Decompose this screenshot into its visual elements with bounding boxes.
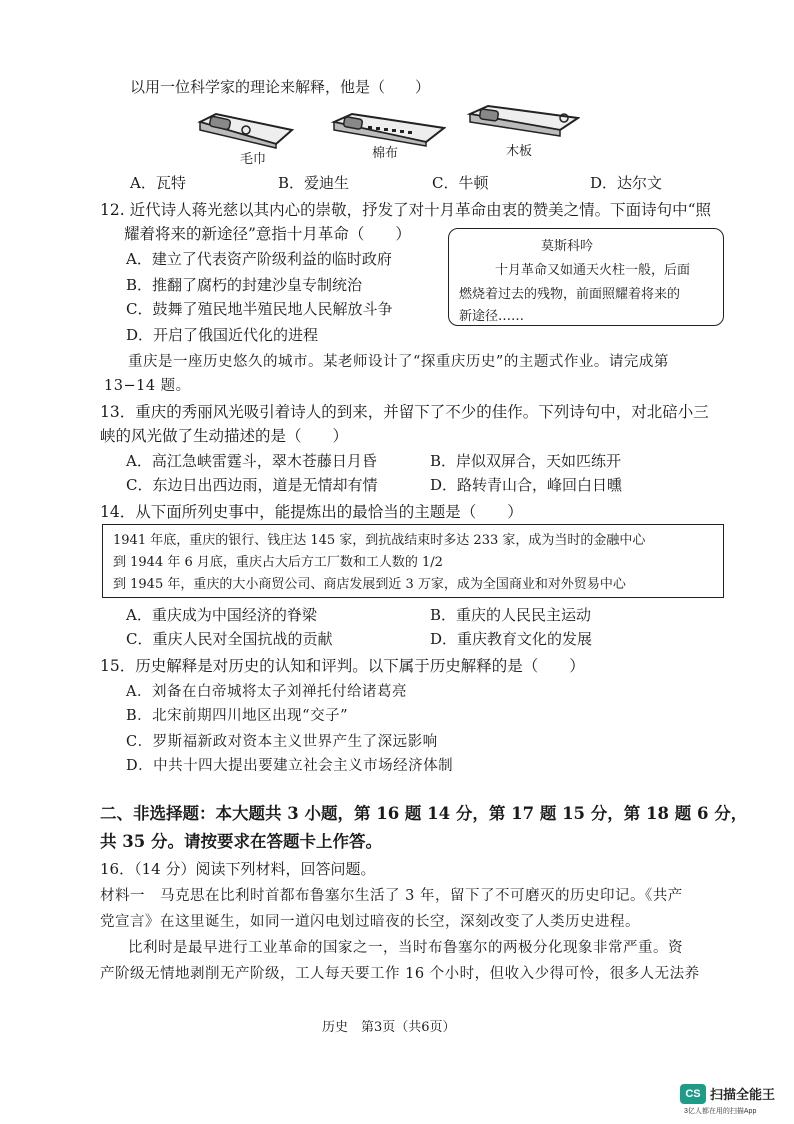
poem-line: 十月革命又如通天火柱一般，后面 bbox=[495, 263, 691, 278]
poem-box bbox=[448, 228, 724, 326]
q14-option-a: A．重庆成为中国经济的脊梁 bbox=[126, 606, 317, 624]
q14-option-b: B．重庆的人民民主运动 bbox=[430, 606, 592, 624]
scanner-logo-icon: CS bbox=[680, 1084, 706, 1104]
q14-material-box bbox=[102, 524, 724, 598]
q14-option-c: C．重庆人民对全国抗战的贡献 bbox=[126, 630, 333, 648]
q13-option-c: C．东边日出西边雨，道是无情却有情 bbox=[126, 476, 378, 494]
q14-material-line: 1941 年底，重庆的银行、钱庄达 145 家，到抗战结束时多达 233 家，成为当时的金融中心 bbox=[113, 533, 646, 548]
poem-title: 莫斯科吟 bbox=[541, 239, 594, 254]
section2-heading-line2: 共 35 分。请按要求在答题卡上作答。 bbox=[100, 832, 382, 851]
q14-stem: 14．从下面所列史事中，能提炼出的最恰当的主题是（ ） bbox=[100, 503, 523, 521]
q12-stem-line2: 耀着将来的新途径”意指十月革命（ ） bbox=[124, 225, 411, 243]
cotton-label: 棉布 bbox=[372, 146, 399, 161]
q11-option-c: C．牛顿 bbox=[432, 174, 489, 192]
q11-option-b: B．爱迪生 bbox=[278, 174, 350, 192]
q13-option-d: D．路转青山合，峰回白日曛 bbox=[430, 476, 623, 494]
towel-slope-image bbox=[196, 108, 296, 150]
poem-line: 新途径…… bbox=[459, 309, 525, 324]
q15-option-b: B．北宋前期四川地区出现“交子” bbox=[126, 708, 348, 724]
scanner-app-name: 扫描全能王 bbox=[710, 1087, 776, 1102]
intro-line1: 重庆是一座历史悠久的城市。某老师设计了“探重庆历史”的主题式作业。请完成第 bbox=[128, 354, 669, 370]
q14-option-d: D．重庆教育文化的发展 bbox=[430, 630, 593, 648]
q14-material-line: 到 1945 年，重庆的大小商贸公司、商店发展到近 3 万家，成为全国商业和对外贸易中心 bbox=[113, 577, 626, 592]
q16-material1-line4: 产阶级无情地剥削无产阶级，工人每天要工作 16 个小时，但收入少得可怜，很多人无法养 bbox=[100, 966, 700, 982]
q15-option-d: D．中共十四大提出要建立社会主义市场经济体制 bbox=[126, 758, 454, 774]
q16-material1-line2: 党宣言》在这里诞生，如同一道闪电划过暗夜的长空，深刻改变了人类历史进程。 bbox=[100, 914, 640, 930]
q12-option-b: B．推翻了腐朽的封建沙皇专制统治 bbox=[126, 276, 363, 294]
page-footer: 历史 第3页（共6页） bbox=[322, 1020, 456, 1035]
poem-line: 燃烧着过去的残物，前面照耀着将来的 bbox=[459, 287, 681, 302]
q12-option-d: D．开启了俄国近代化的进程 bbox=[126, 326, 319, 344]
q14-material-line: 到 1944 年 6 月底，重庆占大后方工厂数和工人数的 1/2 bbox=[113, 555, 443, 570]
q11-option-a: A．瓦特 bbox=[130, 174, 186, 192]
q12-stem-line1: 12. 近代诗人蒋光慈以其内心的崇敬，抒发了对十月革命由衷的赞美之情。下面诗句中“照 bbox=[100, 201, 712, 219]
wood-label: 木板 bbox=[506, 144, 533, 159]
q13-option-a: A．高江急峡雷霆斗，翠木苍藤日月昏 bbox=[126, 452, 377, 470]
q11-option-d: D．达尔文 bbox=[590, 174, 663, 192]
q13-stem-line2: 峡的风光做了生动描述的是（ ） bbox=[100, 427, 349, 445]
q12-option-c: C．鼓舞了殖民地半殖民地人民解放斗争 bbox=[126, 300, 393, 318]
wood-slope-image bbox=[466, 104, 580, 138]
section2-heading-line1: 二、非选择题：本大题共 3 小题，第 16 题 14 分，第 17 题 15 分，第 18 题 6 分， bbox=[100, 804, 748, 823]
scanner-tagline: 3亿人都在用的扫描App bbox=[684, 1108, 757, 1115]
towel-label: 毛巾 bbox=[240, 152, 267, 167]
q11-stem-tail: 以用一位科学家的理论来解释，他是（ ） bbox=[130, 78, 431, 96]
q16-stem: 16．（14 分）阅读下列材料，回答问题。 bbox=[100, 860, 376, 878]
q15-option-c: C．罗斯福新政对资本主义世界产生了深远影响 bbox=[126, 734, 438, 750]
q16-material1-line3: 比利时是最早进行工业革命的国家之一，当时布鲁塞尔的两极分化现象非常严重。资 bbox=[128, 940, 683, 956]
q12-option-a: A．建立了代表资产阶级利益的临时政府 bbox=[126, 250, 392, 268]
q13-option-b: B．岸似双屏合，天如匹练开 bbox=[430, 452, 622, 470]
q15-option-a: A．刘备在白帝城将太子刘禅托付给诸葛亮 bbox=[126, 684, 407, 700]
q15-stem: 15．历史解释是对历史的认知和评判。以下属于历史解释的是（ ） bbox=[100, 657, 585, 675]
q16-material1-line1: 材料一 马克思在比利时首都布鲁塞尔生活了 3 年，留下了不可磨灭的历史印记。《共产 bbox=[100, 888, 683, 904]
intro-line2: 13−14 题。 bbox=[104, 378, 191, 394]
q13-stem-line1: 13．重庆的秀丽风光吸引着诗人的到来，并留下了不少的佳作。下列诗句中，对北碚小三 bbox=[100, 403, 709, 421]
